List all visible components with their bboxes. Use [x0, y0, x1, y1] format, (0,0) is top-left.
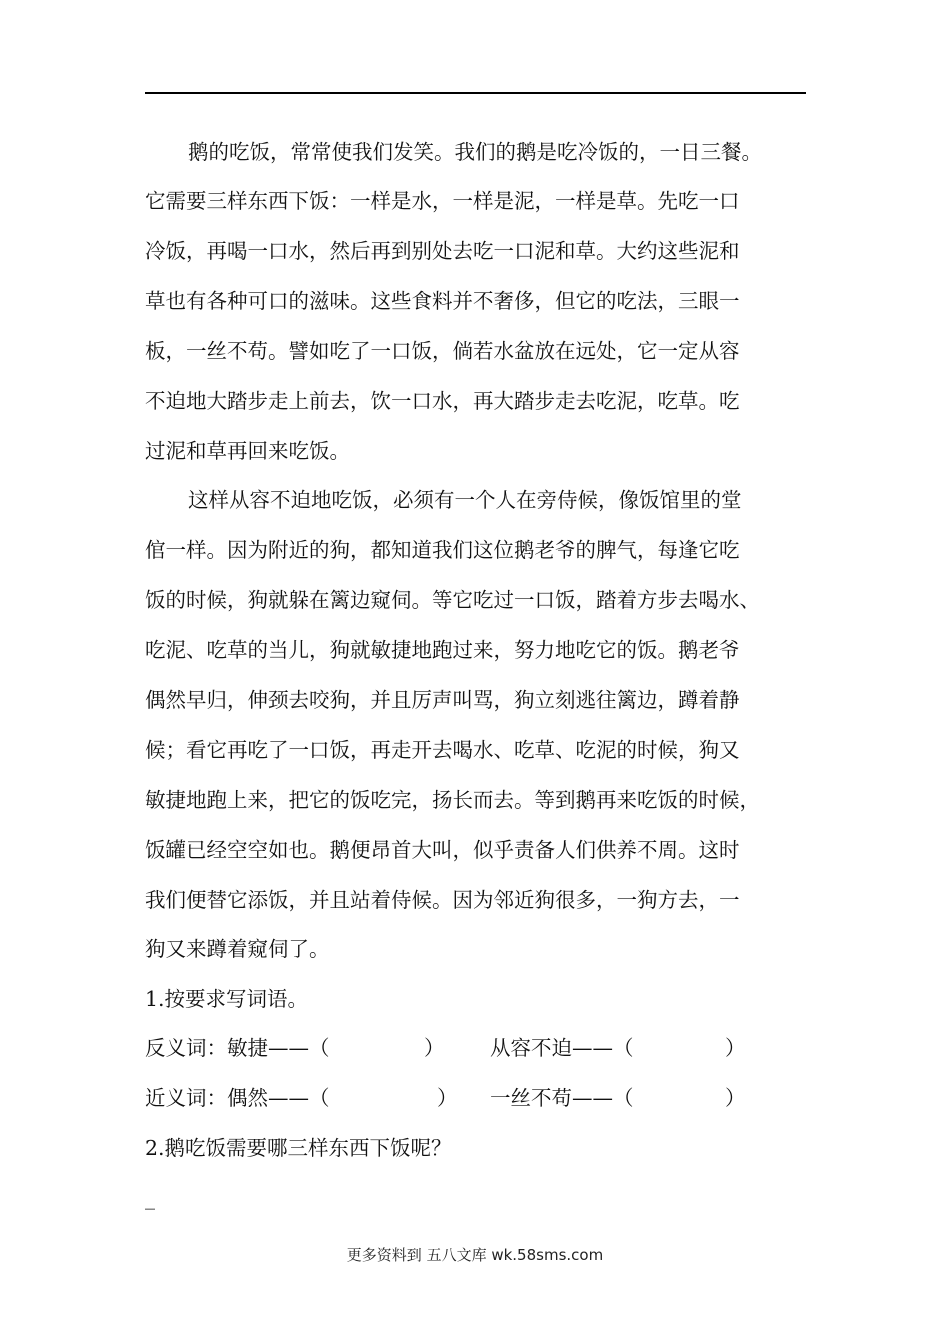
passage-line: 候；看它再吃了一口饭，再走开去喝水、吃草、吃泥的时候，狗又: [145, 738, 740, 762]
synonym-2-label: 一丝不苟——（: [490, 1086, 634, 1110]
passage-line: 饭罐已经空空如也。鹅便昂首大叫，似乎责备人们供养不周。这时: [145, 838, 740, 862]
synonym-2-answer-blank[interactable]: [640, 1084, 724, 1112]
antonym-2-label: 从容不迫——（: [490, 1036, 634, 1060]
passage-line: 吃泥、吃草的当儿，狗就敏捷地跑过来，努力地吃它的饭。鹅老爷: [145, 638, 740, 662]
synonym-label: 近义词：偶然——（: [145, 1086, 330, 1110]
synonym-close-paren: ）: [437, 1086, 458, 1110]
passage-line: 草也有各种可口的滋味。这些食料并不奢侈，但它的吃法，三眼一: [145, 289, 740, 313]
passage-line: 狗又来蹲着窥伺了。: [145, 937, 330, 961]
passage-line: 冷饭，再喝一口水，然后再到别处去吃一口泥和草。大约这些泥和: [145, 239, 740, 263]
answer-line-mark[interactable]: _: [145, 1186, 155, 1210]
synonym-answer-blank[interactable]: [338, 1084, 436, 1112]
passage-line: 它需要三样东西下饭：一样是水，一样是泥，一样是草。先吃一口: [145, 189, 740, 213]
antonym-2-answer-blank[interactable]: [640, 1034, 724, 1062]
passage-line: 偶然早归，伸颈去咬狗，并且厉声叫骂，狗立刻逃往篱边，蹲着静: [145, 688, 740, 712]
antonym-label: 反义词：敏捷——（: [145, 1036, 330, 1060]
passage-line: 敏捷地跑上来，把它的饭吃完，扬长而去。等到鹅再来吃饭的时候，: [145, 788, 760, 812]
header-rule: [145, 92, 806, 94]
passage-line: 我们便替它添饭，并且站着侍候。因为邻近狗很多，一狗方去，一: [145, 888, 740, 912]
passage-line: 过泥和草再回来吃饭。: [145, 439, 350, 463]
passage-line: 鹅的吃饭，常常使我们发笑。我们的鹅是吃冷饭的，一日三餐。: [188, 140, 762, 164]
passage-line: 饭的时候，狗就躲在篱边窥伺。等它吃过一口饭，踏着方步去喝水、: [145, 588, 760, 612]
footer-watermark: 更多资料到 五八文库 wk.58sms.com: [346, 1246, 604, 1264]
antonym-close-paren: ）: [424, 1036, 445, 1060]
passage-line: 板，一丝不苟。譬如吃了一口饭，倘若水盆放在远处，它一定从容: [145, 339, 740, 363]
antonym-answer-blank[interactable]: [338, 1034, 423, 1062]
passage-line: 倌一样。因为附近的狗，都知道我们这位鹅老爷的脾气，每逢它吃: [145, 538, 740, 562]
antonym-2-close-paren: ）: [725, 1036, 746, 1060]
passage-line: 这样从容不迫地吃饭，必须有一个人在旁侍候，像饭馆里的堂: [188, 488, 742, 512]
passage-line: 不迫地大踏步走上前去，饮一口水，再大踏步走去吃泥，吃草。吃: [145, 389, 740, 413]
synonym-2-close-paren: ）: [725, 1086, 746, 1110]
question-1-title: 1.按要求写词语。: [145, 987, 309, 1011]
question-2-title: 2.鹅吃饭需要哪三样东西下饭呢？: [145, 1136, 452, 1160]
